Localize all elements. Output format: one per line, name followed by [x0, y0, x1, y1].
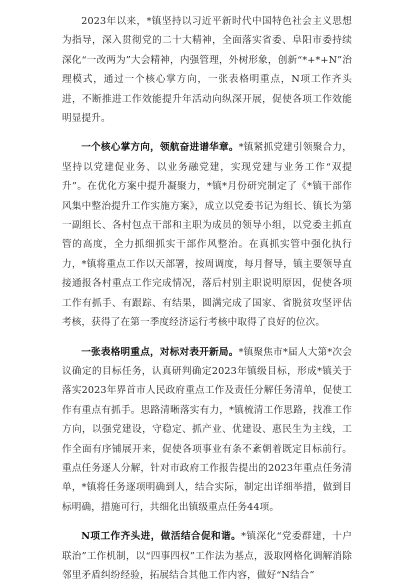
paragraph-gap: [62, 128, 352, 138]
section-key-table-heading: 一张表格明重点，对标对表开新局。: [81, 346, 239, 358]
section-n-tasks-text: *镇深化“党委群建，十户联治”工作机制，以“四事四权”工作法为基点，汲取网格化调解消除邻里矛盾纠纷经验，拓展结合其他工作内容，做好“N结合”: [62, 531, 352, 581]
section-n-tasks-heading: N项工作齐头进，做活结合促和谐。: [81, 531, 242, 543]
section-core-direction: [62, 138, 352, 332]
section-key-table-text: *镇聚焦市*届人大第*次会议确定的目标任务，认真研判确定2023年镇级目标，形成*镇关于落实2023年界首市人民政府重点工作及责任分解任务清单，促使工作有重点有抓手。思路清晰落实有力，*镇梳清工作思路，找准工作方向，以强党建设，守稳定、抓产业、优建设、惠民生为主线，工作全面有序铺展开来，促使各项事业有条不紊朝着既定目标前行。重点任务逐人分解，针对市政府工作报告提出的2023年重点任务清单，*镇将任务逐项明确到人，结合实际，制定出详细举措，做到目标明确，措施可行，共细化出镇级重点任务44项。: [62, 346, 352, 513]
intro-text: 2023年以来，*镇坚持以习近平新时代中国特色社会主义思想为指导，深入贯彻党的二十大精神，全面落实省委、阜阳市委持续深化“一改两为”大会精神，内强管理，外树形象，创新“*+*+N”治理模式，通过一个核心掌方向，一张表格明重点，N项工作齐头进，不断推进工作效能提升年活动向纵深开展，促使各项工作效能明显提升。: [62, 16, 352, 125]
intro-paragraph: [62, 12, 352, 128]
section-n-tasks: [62, 527, 352, 585]
paragraph-gap: [62, 517, 352, 527]
section-key-table: [62, 343, 352, 518]
section-core-direction-text: *镇紧抓党建引领聚合力，坚持以党建促业务、以业务融党建，实现党建与业务工作“双提升”。在优化方案中提升凝聚力，*镇*月份研究制定了《*镇干部作风集中整治提升工作实施方案》，成立以党委书记为组长、镇长为第一副组长、各村包点干部和主职为成员的领导小组，以党委主抓直管的高度，全力抓细抓实干部作风整治。在真抓实管中强化执行力，*镇将重点工作以天部署，按周调度，每月督导，镇主要领导直接通报各村重点工作完成情况，落后村别主职说明原因，促使各项工作有抓手、有跟踪、有结果，圆满完成了国家、省脱贫攻坚评估考核，获得了在第一季度经济运行考核中取得了良好的位次。: [62, 142, 352, 329]
section-core-direction-heading: 一个核心掌方向，领航奋进谱华章。: [81, 142, 239, 154]
paragraph-gap: [62, 333, 352, 343]
